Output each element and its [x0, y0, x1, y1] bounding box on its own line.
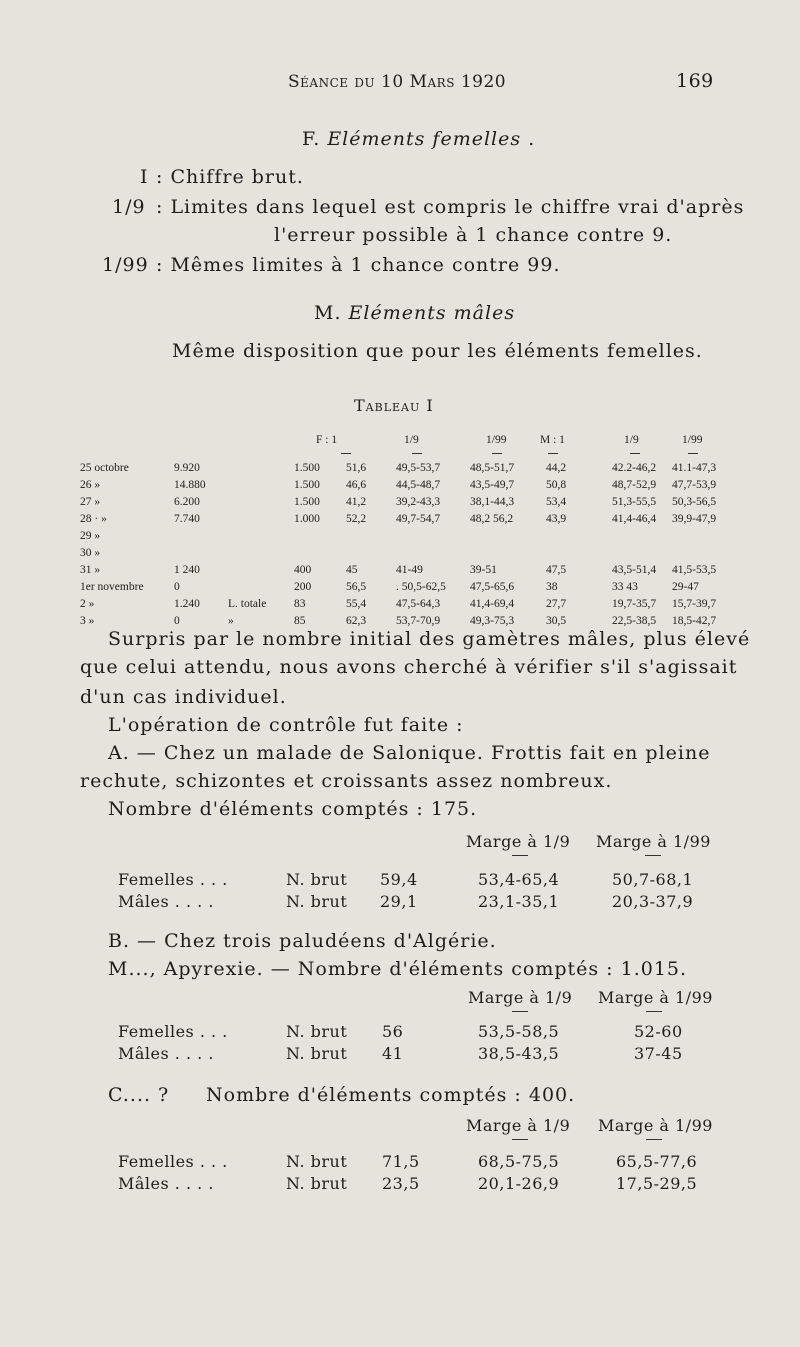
row-marge-1-9: 20,1-26,9	[478, 1174, 560, 1193]
row-kind: N. brut	[286, 870, 348, 889]
paragraph-line: que celui attendu, nous avons cherché à vérifier s'il s'agissait	[80, 656, 738, 678]
row-f-value: 55,4	[346, 598, 367, 610]
row-m-1-99: 15,7-39,7	[672, 598, 717, 610]
marge-header: Marge à 1/99	[598, 988, 713, 1007]
row-f: 1.500	[294, 479, 320, 491]
marge-header: Marge à 1/9	[468, 988, 573, 1007]
row-kind: N. brut	[286, 1022, 348, 1041]
header-rule	[512, 1139, 528, 1140]
row-count: 0	[174, 615, 180, 627]
row-count: 1.240	[174, 598, 200, 610]
row-marge-1-9: 68,5-75,5	[478, 1152, 560, 1171]
row-value: 23,5	[382, 1174, 420, 1193]
row-m-1-9: 48,7-52,9	[612, 479, 657, 491]
row-marge-1-9: 53,5-58,5	[478, 1022, 560, 1041]
row-m-value: 44,2	[546, 462, 567, 474]
row-m-1-99: 29-47	[672, 581, 699, 593]
row-f: 1.500	[294, 496, 320, 508]
definition-text: : Limites dans lequel est compris le chiffre vrai d'après	[156, 196, 745, 218]
section-m-heading: M. Eléments mâles	[314, 302, 516, 324]
row-value: 71,5	[382, 1152, 420, 1171]
table-column-header: 1/9	[404, 434, 419, 446]
row-f-1-99: 48,5-51,7	[470, 462, 515, 474]
row-label: Mâles . . . .	[118, 892, 214, 911]
row-kind: N. brut	[286, 1152, 348, 1171]
row-date: 26 »	[80, 479, 101, 491]
marge-header: Marge à 1/9	[466, 1116, 571, 1135]
row-f-value: 45	[346, 564, 358, 576]
row-m-value: 47,5	[546, 564, 567, 576]
paragraph-line: Surpris par le nombre initial des gamètres mâles, plus élevé	[108, 628, 751, 650]
block-c-label: C.... ?	[108, 1084, 170, 1106]
definition-text: : Mêmes limites à 1 chance contre 99.	[156, 254, 561, 276]
row-date: 30 »	[80, 547, 101, 559]
header-rule	[412, 453, 422, 454]
row-f-1-9: 53,7-70,9	[396, 615, 441, 627]
marge-header: Marge à 1/9	[466, 832, 571, 851]
row-f-value: 41,2	[346, 496, 367, 508]
row-label: Mâles . . . .	[118, 1044, 214, 1063]
header-rule	[548, 453, 558, 454]
row-marge-1-99: 65,5-77,6	[616, 1152, 698, 1171]
row-value: 59,4	[380, 870, 418, 889]
row-count: 6.200	[174, 496, 200, 508]
row-note: L. totale	[228, 598, 267, 610]
row-f-1-9: 44,5-48,7	[396, 479, 441, 491]
row-f: 85	[294, 615, 306, 627]
row-m-value: 38	[546, 581, 558, 593]
row-f-1-99: 49,3-75,3	[470, 615, 515, 627]
block-b-subheading: M..., Apyrexie. — Nombre d'éléments comptés : 1.015.	[108, 958, 688, 980]
block-b-heading: B. — Chez trois paludéens d'Algérie.	[108, 930, 497, 952]
row-label: Femelles . . .	[118, 870, 228, 889]
paragraph-line: L'opération de contrôle fut faite :	[108, 714, 464, 736]
row-value: 56	[382, 1022, 404, 1041]
row-f-1-9: 49,7-54,7	[396, 513, 441, 525]
row-m-1-9: 22,5-38,5	[612, 615, 657, 627]
row-marge-1-99: 50,7-68,1	[612, 870, 694, 889]
row-m-1-99: 47,7-53,9	[672, 479, 717, 491]
paragraph-line: Nombre d'éléments comptés : 175.	[108, 798, 478, 820]
row-f-1-99: 38,1-44,3	[470, 496, 515, 508]
table-column-header: 1/9	[624, 434, 639, 446]
paragraph-line: A. — Chez un malade de Salonique. Frottis fait en pleine	[108, 742, 711, 764]
row-value: 29,1	[380, 892, 418, 911]
table-column-header: 1/99	[682, 434, 703, 446]
row-m-1-99: 18,5-42,7	[672, 615, 717, 627]
header-rule	[341, 453, 351, 454]
header-rule	[688, 453, 698, 454]
row-kind: N. brut	[286, 892, 348, 911]
row-f: 200	[294, 581, 312, 593]
header-rule	[645, 855, 661, 856]
block-c-heading: Nombre d'éléments comptés : 400.	[206, 1084, 576, 1106]
row-m-1-9: 51,3-55,5	[612, 496, 657, 508]
row-m-1-9: 43,5-51,4	[612, 564, 657, 576]
marge-header: Marge à 1/99	[598, 1116, 713, 1135]
definition-key: 1/99	[102, 254, 149, 276]
row-m-value: 50,8	[546, 479, 567, 491]
table-column-header: F : 1	[316, 434, 338, 446]
definition-key: 1/9	[112, 196, 146, 218]
marge-header: Marge à 1/99	[596, 832, 711, 851]
row-count: 9.920	[174, 462, 200, 474]
row-marge-1-99: 20,3-37,9	[612, 892, 694, 911]
row-f: 1.000	[294, 513, 320, 525]
row-label: Femelles . . .	[118, 1022, 228, 1041]
definition-text: l'erreur possible à 1 chance contre 9.	[274, 224, 673, 246]
row-m-1-99: 41.1-47,3	[672, 462, 717, 474]
row-f-1-99: 43,5-49,7	[470, 479, 515, 491]
row-m-1-9: 33 43	[612, 581, 638, 593]
header-rule	[630, 453, 640, 454]
row-label: Femelles . . .	[118, 1152, 228, 1171]
table-column-header: M : 1	[540, 434, 565, 446]
row-date: 31 »	[80, 564, 101, 576]
row-kind: N. brut	[286, 1044, 348, 1063]
row-marge-1-9: 23,1-35,1	[478, 892, 560, 911]
row-f-1-99: 48,2 56,2	[470, 513, 514, 525]
table-column-header: 1/99	[486, 434, 507, 446]
row-date: 25 octobre	[80, 462, 129, 474]
row-m-1-9: 19,7-35,7	[612, 598, 657, 610]
row-date: 28 · »	[80, 513, 107, 525]
row-date: 1er novembre	[80, 581, 144, 593]
section-m-text: Même disposition que pour les éléments femelles.	[172, 340, 703, 362]
section-f-heading: F. Eléments femelles .	[302, 128, 536, 150]
running-title: Séance du 10 Mars 1920	[288, 72, 507, 92]
row-m-value: 53,4	[546, 496, 567, 508]
row-m-1-99: 39,9-47,9	[672, 513, 717, 525]
paragraph-line: d'un cas individuel.	[80, 686, 287, 708]
row-f-value: 52,2	[346, 513, 367, 525]
row-f-1-9: . 50,5-62,5	[396, 581, 446, 593]
row-f-1-99: 41,4-69,4	[470, 598, 515, 610]
page-number: 169	[676, 70, 714, 92]
paragraph-line: rechute, schizontes et croissants assez nombreux.	[80, 770, 613, 792]
row-f-1-99: 47,5-65,6	[470, 581, 515, 593]
row-f-value: 62,3	[346, 615, 367, 627]
row-f-value: 51,6	[346, 462, 367, 474]
row-date: 29 »	[80, 530, 101, 542]
row-f-1-99: 39-51	[470, 564, 497, 576]
row-count: 14.880	[174, 479, 206, 491]
header-rule	[512, 855, 528, 856]
row-value: 41	[382, 1044, 404, 1063]
row-marge-1-9: 53,4-65,4	[478, 870, 560, 889]
header-rule	[646, 1139, 662, 1140]
row-marge-1-99: 52-60	[634, 1022, 683, 1041]
row-f-1-9: 41-49	[396, 564, 423, 576]
row-m-1-99: 41,5-53,5	[672, 564, 717, 576]
row-f-1-9: 47,5-64,3	[396, 598, 441, 610]
definition-text: : Chiffre brut.	[156, 166, 304, 188]
row-f: 1.500	[294, 462, 320, 474]
header-rule	[492, 453, 502, 454]
row-m-1-9: 42.2-46,2	[612, 462, 657, 474]
row-marge-1-99: 37-45	[634, 1044, 683, 1063]
row-f: 83	[294, 598, 306, 610]
row-m-value: 43,9	[546, 513, 567, 525]
row-m-value: 27,7	[546, 598, 567, 610]
row-date: 2 »	[80, 598, 95, 610]
row-marge-1-9: 38,5-43,5	[478, 1044, 560, 1063]
row-date: 27 »	[80, 496, 101, 508]
table-title: Tableau I	[354, 396, 434, 415]
definition-key: I	[140, 166, 149, 188]
row-m-value: 30,5	[546, 615, 567, 627]
row-date: 3 »	[80, 615, 95, 627]
row-kind: N. brut	[286, 1174, 348, 1193]
row-m-1-9: 41,4-46,4	[612, 513, 657, 525]
header-rule	[646, 1011, 662, 1012]
row-count: 0	[174, 581, 180, 593]
row-note: »	[228, 615, 234, 627]
row-f-value: 46,6	[346, 479, 367, 491]
row-count: 7.740	[174, 513, 200, 525]
row-m-1-99: 50,3-56,5	[672, 496, 717, 508]
row-f-1-9: 49,5-53,7	[396, 462, 441, 474]
row-count: 1 240	[174, 564, 200, 576]
header-rule	[512, 1011, 528, 1012]
row-marge-1-99: 17,5-29,5	[616, 1174, 698, 1193]
row-f-value: 56,5	[346, 581, 367, 593]
row-f-1-9: 39,2-43,3	[396, 496, 441, 508]
row-f: 400	[294, 564, 312, 576]
row-label: Mâles . . . .	[118, 1174, 214, 1193]
